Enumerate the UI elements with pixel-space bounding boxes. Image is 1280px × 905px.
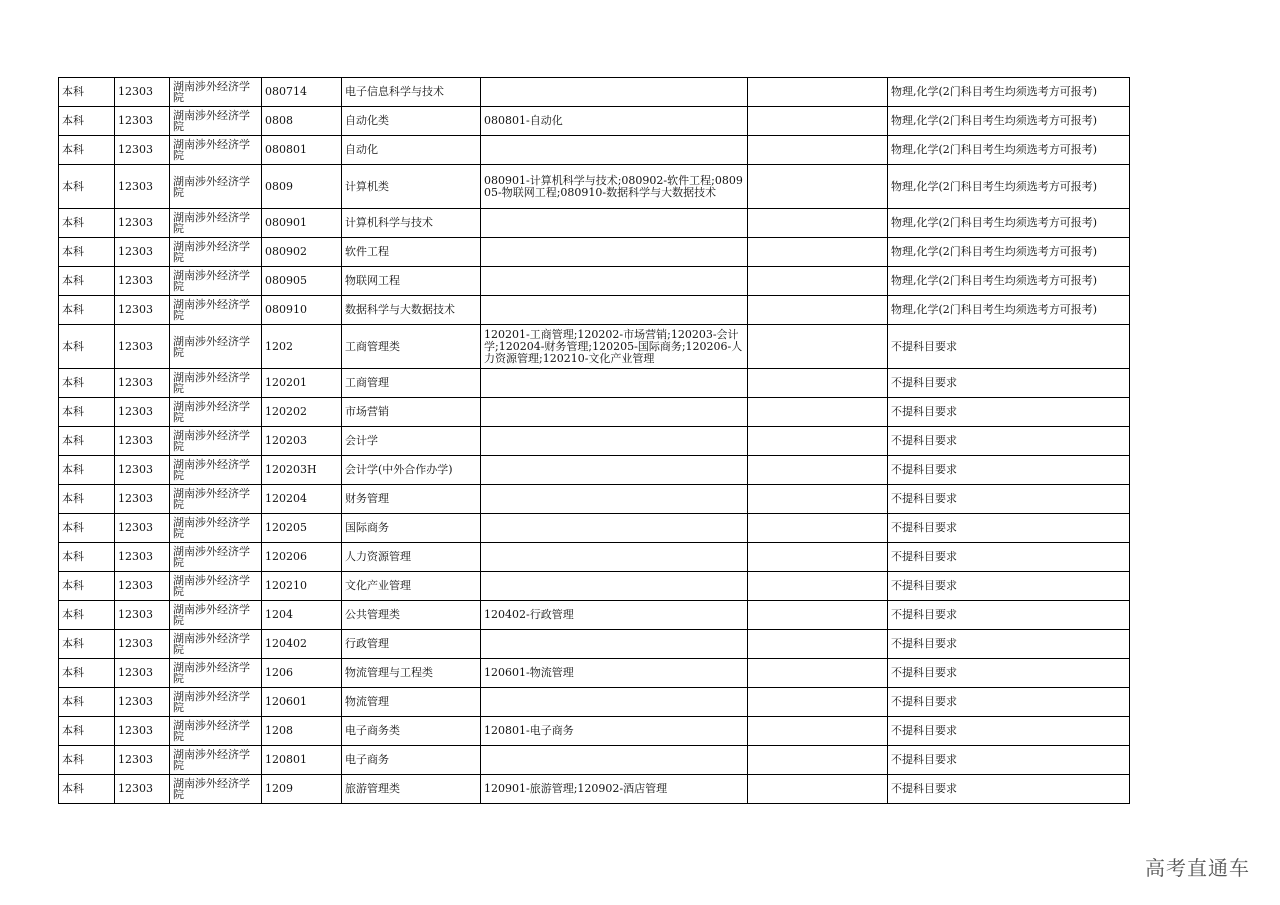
cell-major-name: 国际商务 (342, 514, 481, 543)
cell-major-name: 会计学(中外合作办学) (342, 456, 481, 485)
cell-level: 本科 (59, 136, 115, 165)
cell-major-code: 120205 (262, 514, 342, 543)
table-row (59, 165, 1130, 209)
cell-major-name: 电子商务 (342, 746, 481, 775)
cell-subject-requirement: 物理,化学(2门科目考生均须选考方可报考) (888, 78, 1130, 107)
cell-subject-requirement: 物理,化学(2门科目考生均须选考方可报考) (888, 209, 1130, 238)
cell-school-code: 12303 (115, 325, 170, 369)
cell-note (748, 209, 888, 238)
table-row (59, 238, 1130, 267)
cell-included-majors (481, 78, 748, 107)
cell-major-name: 自动化类 (342, 107, 481, 136)
cell-included-majors: 080901-计算机科学与技术;080902-软件工程;080905-物联网工程;080910-数据科学与大数据技术 (481, 165, 748, 209)
cell-subject-requirement: 不提科目要求 (888, 688, 1130, 717)
cell-school-code: 12303 (115, 630, 170, 659)
cell-level: 本科 (59, 514, 115, 543)
cell-major-name: 电子商务类 (342, 717, 481, 746)
cell-school-code: 12303 (115, 165, 170, 209)
cell-included-majors (481, 485, 748, 514)
cell-included-majors: 120801-电子商务 (481, 717, 748, 746)
cell-major-code: 080901 (262, 209, 342, 238)
cell-level: 本科 (59, 572, 115, 601)
cell-school-name: 湖南涉外经济学院 (170, 630, 262, 659)
cell-major-code: 120210 (262, 572, 342, 601)
cell-level: 本科 (59, 78, 115, 107)
cell-note (748, 78, 888, 107)
cell-level: 本科 (59, 267, 115, 296)
cell-school-code: 12303 (115, 238, 170, 267)
cell-school-code: 12303 (115, 209, 170, 238)
cell-included-majors (481, 456, 748, 485)
cell-included-majors (481, 296, 748, 325)
cell-school-code: 12303 (115, 485, 170, 514)
cell-level: 本科 (59, 717, 115, 746)
cell-level: 本科 (59, 107, 115, 136)
cell-major-name: 文化产业管理 (342, 572, 481, 601)
cell-school-name: 湖南涉外经济学院 (170, 543, 262, 572)
table-row (59, 267, 1130, 296)
cell-major-code: 0809 (262, 165, 342, 209)
cell-major-name: 电子信息科学与技术 (342, 78, 481, 107)
table-row (59, 601, 1130, 630)
cell-school-name: 湖南涉外经济学院 (170, 398, 262, 427)
cell-subject-requirement: 物理,化学(2门科目考生均须选考方可报考) (888, 296, 1130, 325)
cell-school-code: 12303 (115, 267, 170, 296)
cell-subject-requirement: 不提科目要求 (888, 717, 1130, 746)
cell-subject-requirement: 不提科目要求 (888, 398, 1130, 427)
table-row (59, 296, 1130, 325)
cell-note (748, 296, 888, 325)
cell-included-majors (481, 369, 748, 398)
cell-note (748, 325, 888, 369)
cell-note (748, 456, 888, 485)
cell-school-name: 湖南涉外经济学院 (170, 572, 262, 601)
cell-included-majors: 120201-工商管理;120202-市场营销;120203-会计学;120204-财务管理;120205-国际商务;120206-人力资源管理;120210-文化产业管理 (481, 325, 748, 369)
cell-note (748, 398, 888, 427)
cell-included-majors (481, 136, 748, 165)
cell-level: 本科 (59, 746, 115, 775)
cell-school-name: 湖南涉外经济学院 (170, 296, 262, 325)
table-row (59, 688, 1130, 717)
cell-school-name: 湖南涉外经济学院 (170, 427, 262, 456)
cell-subject-requirement: 不提科目要求 (888, 746, 1130, 775)
table-row (59, 717, 1130, 746)
cell-major-name: 财务管理 (342, 485, 481, 514)
table-row (59, 543, 1130, 572)
cell-level: 本科 (59, 456, 115, 485)
cell-subject-requirement: 物理,化学(2门科目考生均须选考方可报考) (888, 238, 1130, 267)
cell-school-name: 湖南涉外经济学院 (170, 456, 262, 485)
cell-included-majors (481, 514, 748, 543)
table-row (59, 136, 1130, 165)
cell-level: 本科 (59, 296, 115, 325)
cell-included-majors (481, 209, 748, 238)
table-row (59, 209, 1130, 238)
cell-school-code: 12303 (115, 543, 170, 572)
cell-school-name: 湖南涉外经济学院 (170, 369, 262, 398)
cell-school-code: 12303 (115, 369, 170, 398)
cell-included-majors: 080801-自动化 (481, 107, 748, 136)
cell-school-name: 湖南涉外经济学院 (170, 136, 262, 165)
cell-major-code: 080902 (262, 238, 342, 267)
cell-level: 本科 (59, 601, 115, 630)
table-row (59, 485, 1130, 514)
cell-level: 本科 (59, 427, 115, 456)
cell-school-code: 12303 (115, 601, 170, 630)
table-row (59, 369, 1130, 398)
cell-subject-requirement: 不提科目要求 (888, 775, 1130, 804)
cell-school-name: 湖南涉外经济学院 (170, 659, 262, 688)
cell-level: 本科 (59, 630, 115, 659)
cell-school-name: 湖南涉外经济学院 (170, 209, 262, 238)
cell-school-code: 12303 (115, 456, 170, 485)
cell-included-majors (481, 238, 748, 267)
cell-level: 本科 (59, 369, 115, 398)
cell-level: 本科 (59, 543, 115, 572)
cell-major-code: 120201 (262, 369, 342, 398)
cell-major-code: 120203H (262, 456, 342, 485)
cell-note (748, 267, 888, 296)
cell-note (748, 514, 888, 543)
cell-school-name: 湖南涉外经济学院 (170, 601, 262, 630)
cell-subject-requirement: 物理,化学(2门科目考生均须选考方可报考) (888, 165, 1130, 209)
cell-major-name: 人力资源管理 (342, 543, 481, 572)
cell-note (748, 369, 888, 398)
cell-major-name: 行政管理 (342, 630, 481, 659)
cell-subject-requirement: 不提科目要求 (888, 572, 1130, 601)
cell-level: 本科 (59, 209, 115, 238)
cell-school-code: 12303 (115, 572, 170, 601)
table-row (59, 659, 1130, 688)
cell-school-code: 12303 (115, 107, 170, 136)
cell-major-name: 物流管理 (342, 688, 481, 717)
cell-note (748, 427, 888, 456)
cell-subject-requirement: 不提科目要求 (888, 630, 1130, 659)
cell-school-code: 12303 (115, 398, 170, 427)
watermark: 高考直通车 (1145, 856, 1250, 880)
cell-major-code: 1206 (262, 659, 342, 688)
cell-school-name: 湖南涉外经济学院 (170, 78, 262, 107)
cell-note (748, 688, 888, 717)
cell-note (748, 601, 888, 630)
cell-major-code: 120204 (262, 485, 342, 514)
table-row (59, 775, 1130, 804)
cell-school-name: 湖南涉外经济学院 (170, 717, 262, 746)
cell-major-name: 自动化 (342, 136, 481, 165)
table-row (59, 398, 1130, 427)
cell-major-code: 080801 (262, 136, 342, 165)
cell-included-majors (481, 427, 748, 456)
cell-school-code: 12303 (115, 427, 170, 456)
cell-note (748, 717, 888, 746)
cell-note (748, 630, 888, 659)
cell-note (748, 659, 888, 688)
table-row (59, 746, 1130, 775)
cell-major-code: 1202 (262, 325, 342, 369)
cell-school-code: 12303 (115, 514, 170, 543)
cell-major-code: 120202 (262, 398, 342, 427)
cell-school-code: 12303 (115, 296, 170, 325)
cell-note (748, 238, 888, 267)
cell-major-code: 1208 (262, 717, 342, 746)
cell-note (748, 107, 888, 136)
cell-major-name: 物联网工程 (342, 267, 481, 296)
cell-subject-requirement: 不提科目要求 (888, 427, 1130, 456)
cell-subject-requirement: 不提科目要求 (888, 543, 1130, 572)
cell-major-name: 旅游管理类 (342, 775, 481, 804)
cell-major-name: 计算机科学与技术 (342, 209, 481, 238)
cell-included-majors (481, 688, 748, 717)
table-row (59, 78, 1130, 107)
cell-school-code: 12303 (115, 717, 170, 746)
cell-major-name: 软件工程 (342, 238, 481, 267)
cell-included-majors (481, 630, 748, 659)
cell-level: 本科 (59, 688, 115, 717)
cell-school-code: 12303 (115, 688, 170, 717)
cell-included-majors (481, 398, 748, 427)
table-row (59, 325, 1130, 369)
cell-level: 本科 (59, 325, 115, 369)
cell-major-name: 工商管理类 (342, 325, 481, 369)
cell-subject-requirement: 不提科目要求 (888, 325, 1130, 369)
cell-note (748, 485, 888, 514)
cell-included-majors (481, 572, 748, 601)
cell-school-code: 12303 (115, 78, 170, 107)
cell-major-code: 120206 (262, 543, 342, 572)
cell-major-code: 080714 (262, 78, 342, 107)
cell-note (748, 572, 888, 601)
cell-note (748, 775, 888, 804)
cell-subject-requirement: 物理,化学(2门科目考生均须选考方可报考) (888, 107, 1130, 136)
cell-major-code: 1209 (262, 775, 342, 804)
cell-subject-requirement: 不提科目要求 (888, 659, 1130, 688)
table-row (59, 427, 1130, 456)
cell-note (748, 543, 888, 572)
cell-school-code: 12303 (115, 659, 170, 688)
table-row (59, 572, 1130, 601)
cell-major-code: 080910 (262, 296, 342, 325)
cell-major-name: 会计学 (342, 427, 481, 456)
cell-major-code: 120801 (262, 746, 342, 775)
table-row (59, 456, 1130, 485)
cell-school-name: 湖南涉外经济学院 (170, 325, 262, 369)
cell-school-code: 12303 (115, 136, 170, 165)
table-row (59, 630, 1130, 659)
cell-school-name: 湖南涉外经济学院 (170, 688, 262, 717)
table-row (59, 514, 1130, 543)
cell-included-majors: 120901-旅游管理;120902-酒店管理 (481, 775, 748, 804)
cell-major-name: 物流管理与工程类 (342, 659, 481, 688)
cell-level: 本科 (59, 165, 115, 209)
cell-level: 本科 (59, 398, 115, 427)
cell-school-code: 12303 (115, 775, 170, 804)
cell-school-name: 湖南涉外经济学院 (170, 238, 262, 267)
cell-school-name: 湖南涉外经济学院 (170, 485, 262, 514)
cell-note (748, 136, 888, 165)
cell-major-name: 数据科学与大数据技术 (342, 296, 481, 325)
cell-subject-requirement: 不提科目要求 (888, 601, 1130, 630)
cell-subject-requirement: 不提科目要求 (888, 514, 1130, 543)
cell-included-majors (481, 746, 748, 775)
cell-included-majors: 120402-行政管理 (481, 601, 748, 630)
cell-level: 本科 (59, 775, 115, 804)
cell-included-majors (481, 543, 748, 572)
cell-school-name: 湖南涉外经济学院 (170, 775, 262, 804)
cell-major-name: 计算机类 (342, 165, 481, 209)
cell-school-name: 湖南涉外经济学院 (170, 514, 262, 543)
cell-note (748, 746, 888, 775)
table-row (59, 107, 1130, 136)
cell-subject-requirement: 不提科目要求 (888, 456, 1130, 485)
cell-included-majors: 120601-物流管理 (481, 659, 748, 688)
cell-school-name: 湖南涉外经济学院 (170, 107, 262, 136)
cell-major-code: 080905 (262, 267, 342, 296)
cell-major-code: 120203 (262, 427, 342, 456)
cell-major-code: 0808 (262, 107, 342, 136)
cell-level: 本科 (59, 659, 115, 688)
cell-level: 本科 (59, 238, 115, 267)
cell-school-name: 湖南涉外经济学院 (170, 267, 262, 296)
cell-included-majors (481, 267, 748, 296)
cell-major-code: 1204 (262, 601, 342, 630)
cell-subject-requirement: 不提科目要求 (888, 369, 1130, 398)
cell-school-name: 湖南涉外经济学院 (170, 165, 262, 209)
cell-school-code: 12303 (115, 746, 170, 775)
cell-school-name: 湖南涉外经济学院 (170, 746, 262, 775)
cell-major-code: 120402 (262, 630, 342, 659)
cell-major-code: 120601 (262, 688, 342, 717)
cell-level: 本科 (59, 485, 115, 514)
cell-major-name: 市场营销 (342, 398, 481, 427)
cell-subject-requirement: 不提科目要求 (888, 485, 1130, 514)
cell-major-name: 工商管理 (342, 369, 481, 398)
cell-subject-requirement: 物理,化学(2门科目考生均须选考方可报考) (888, 136, 1130, 165)
cell-subject-requirement: 物理,化学(2门科目考生均须选考方可报考) (888, 267, 1130, 296)
cell-note (748, 165, 888, 209)
cell-major-name: 公共管理类 (342, 601, 481, 630)
table-body (59, 78, 1130, 804)
admission-table (58, 77, 1130, 804)
